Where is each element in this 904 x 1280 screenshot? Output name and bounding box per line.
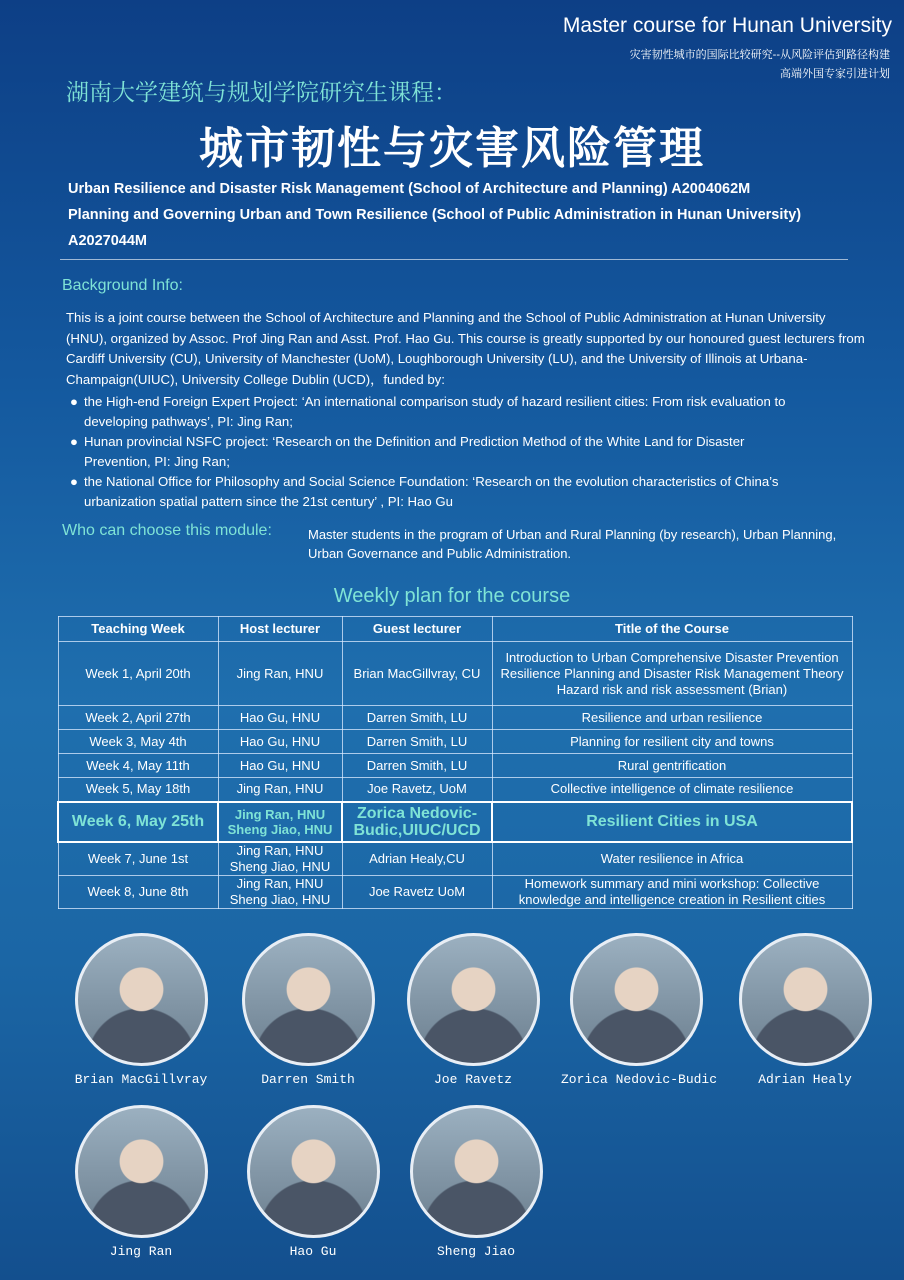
title-cell: Introduction to Urban Comprehensive Disaster Prevention Resilience Planning and Disaster Risk Management Theory Hazard risk and risk assessment (Brian) bbox=[492, 642, 852, 706]
week-cell: Week 8, June 8th bbox=[58, 875, 218, 908]
lecturer-name: Sheng Jiao bbox=[436, 1244, 515, 1259]
lecturer-photo bbox=[75, 1105, 208, 1238]
week-cell: Week 5, May 18th bbox=[58, 778, 218, 802]
lecturer-name: Hao Gu bbox=[289, 1244, 337, 1259]
table-row bbox=[58, 842, 852, 876]
guest-cell: Darren Smith, LU bbox=[342, 754, 492, 778]
lecturer-card bbox=[561, 933, 718, 1087]
background-heading: Background Info: bbox=[62, 277, 183, 294]
course-codes bbox=[68, 176, 868, 254]
lecturer-card bbox=[66, 1105, 216, 1259]
table-row-highlighted bbox=[58, 802, 852, 842]
table-row bbox=[58, 642, 852, 706]
week-cell: Week 7, June 1st bbox=[58, 842, 218, 876]
lecturer-name: Joe Ravetz bbox=[433, 1072, 512, 1087]
column-header: Host lecturer bbox=[218, 617, 342, 642]
lecturer-card bbox=[238, 1105, 388, 1259]
table-row bbox=[58, 754, 852, 778]
header-subline-2: 高端外国专家引进计划 bbox=[780, 68, 890, 80]
lecturer-photo bbox=[739, 933, 872, 1066]
lecturer-name: Jing Ran bbox=[109, 1244, 173, 1259]
lecturer-name: Brian MacGillvray bbox=[74, 1072, 208, 1087]
title-cell: Homework summary and mini workshop: Collective knowledge and intelligence creation in Resilient cities bbox=[492, 875, 852, 908]
host-cell: Hao Gu, HNU bbox=[218, 754, 342, 778]
bullet-icon: ● bbox=[70, 474, 78, 489]
column-header: Title of the Course bbox=[492, 617, 852, 642]
table-row bbox=[58, 730, 852, 754]
week-cell: Week 6, May 25th bbox=[58, 802, 218, 842]
lecturer-name: Darren Smith bbox=[261, 1072, 355, 1087]
table-row bbox=[58, 875, 852, 908]
lecturer-name: Zorica Nedovic-Budic bbox=[561, 1072, 718, 1087]
funding-item: ● the National Office for Philosophy and Social Science Foundation: ‘Research on the evolution characteristics of China’s urbanization spatial pattern since the 21st century’ , PI: Hao Gu bbox=[70, 474, 779, 509]
table-row bbox=[58, 706, 852, 730]
lecturer-photo bbox=[407, 933, 540, 1066]
host-cell: Jing Ran, HNU Sheng Jiao, HNU bbox=[218, 875, 342, 908]
week-cell: Week 4, May 11th bbox=[58, 754, 218, 778]
funding-list bbox=[70, 392, 810, 512]
guest-cell: Adrian Healy,CU bbox=[342, 842, 492, 876]
column-header: Guest lecturer bbox=[342, 617, 492, 642]
lecturer-photo bbox=[570, 933, 703, 1066]
lecturer-card bbox=[401, 1105, 551, 1259]
title-cell: Planning for resilient city and towns bbox=[492, 730, 852, 754]
table-header-row bbox=[58, 617, 852, 642]
lecturer-photo bbox=[242, 933, 375, 1066]
lecturer-photo bbox=[410, 1105, 543, 1238]
guest-cell: Joe Ravetz UoM bbox=[342, 875, 492, 908]
weekly-plan-heading: Weekly plan for the course bbox=[333, 585, 571, 607]
table-row bbox=[58, 778, 852, 802]
lecturer-card bbox=[398, 933, 548, 1087]
host-cell: Hao Gu, HNU bbox=[218, 730, 342, 754]
bullet-icon: ● bbox=[70, 434, 78, 449]
host-cell: Jing Ran, HNU Sheng Jiao, HNU bbox=[218, 842, 342, 876]
title-cell: Rural gentrification bbox=[492, 754, 852, 778]
week-cell: Week 2, April 27th bbox=[58, 706, 218, 730]
chinese-subtitle: 湖南大学建筑与规划学院研究生课程： bbox=[66, 80, 457, 106]
title-cell: Water resilience in Africa bbox=[492, 842, 852, 876]
guest-cell: Joe Ravetz, UoM bbox=[342, 778, 492, 802]
host-cell: Jing Ran, HNU bbox=[218, 778, 342, 802]
who-heading: Who can choose this module: bbox=[62, 522, 272, 539]
who-text: Master students in the program of Urban and Rural Planning (by research), Urban Planning, Urban Governance and Public Administration. bbox=[308, 527, 837, 561]
lecturer-card bbox=[730, 933, 880, 1087]
host-cell: Jing Ran, HNU Sheng Jiao, HNU bbox=[218, 802, 342, 842]
guest-cell: Zorica Nedovic-Budic,UIUC/UCD bbox=[342, 802, 492, 842]
course-code-1: Urban Resilience and Disaster Risk Management (School of Architecture and Planning) A2004062M bbox=[68, 181, 751, 197]
header-subline-1: 灾害韧性城市的国际比较研究--从风险评估到路径构建 bbox=[629, 49, 890, 61]
lecturer-card bbox=[233, 933, 383, 1087]
lecturer-photo bbox=[247, 1105, 380, 1238]
background-paragraph: This is a joint course between the School of Architecture and Planning and the School of Public Administration at Hunan University (HNU), organized by Assoc. Prof Jing Ran and Asst. Prof. Hao Gu. This course is greatly supported by our honoured guest lecturers from Cardiff University (CU), University of Manchester (UoM), Loughborough University (LU), and the University of Illinois at Urbana-Champaign(UIUC), University College Dublin (UCD)，funded by: bbox=[66, 310, 865, 387]
funding-item: ● Hunan provincial NSFC project: ‘Research on the Definition and Prediction Method of the White Land for Disaster Prevention, PI: Jing Ran; bbox=[70, 434, 745, 469]
guest-cell: Brian MacGillvray, CU bbox=[342, 642, 492, 706]
funding-item: ● the High-end Foreign Expert Project: ‘An international comparison study of hazard resilient cities: From risk evaluation to developing pathways’, PI: Jing Ran; bbox=[70, 394, 786, 429]
lecturer-card bbox=[66, 933, 216, 1087]
lecturer-name: Adrian Healy bbox=[758, 1072, 852, 1087]
divider bbox=[60, 259, 848, 260]
guest-cell: Darren Smith, LU bbox=[342, 730, 492, 754]
weekly-plan-table bbox=[57, 616, 853, 909]
week-cell: Week 3, May 4th bbox=[58, 730, 218, 754]
column-header: Teaching Week bbox=[58, 617, 218, 642]
title-cell: Collective intelligence of climate resilience bbox=[492, 778, 852, 802]
bullet-icon: ● bbox=[70, 394, 78, 409]
chinese-main-title: 城市韧性与灾害风险管理 bbox=[199, 123, 705, 174]
course-code-2: Planning and Governing Urban and Town Resilience (School of Public Administration in Hunan University) A2027044M bbox=[68, 207, 802, 249]
host-cell: Jing Ran, HNU bbox=[218, 642, 342, 706]
title-cell: Resilient Cities in USA bbox=[492, 802, 852, 842]
page-header-title: Master course for Hunan University bbox=[562, 14, 892, 37]
lecturer-photo bbox=[75, 933, 208, 1066]
guest-cell: Darren Smith, LU bbox=[342, 706, 492, 730]
host-cell: Hao Gu, HNU bbox=[218, 706, 342, 730]
week-cell: Week 1, April 20th bbox=[58, 642, 218, 706]
title-cell: Resilience and urban resilience bbox=[492, 706, 852, 730]
